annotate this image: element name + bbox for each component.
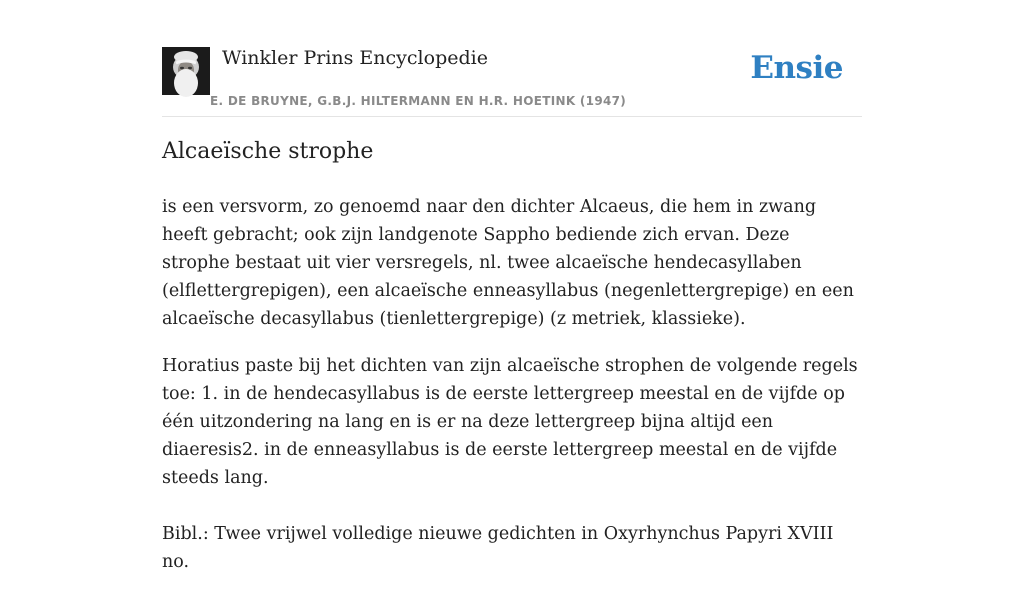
author-portrait-image [162, 47, 210, 95]
article-title: Alcaeïsche strophe [162, 139, 374, 164]
article-paragraph: is een versvorm, zo genoemd naar den dichter Alcaeus, die hem in zwang heeft gebracht; ook zijn landgenote Sappho bediende zich ervan. Deze strophe bestaat uit vier versregels, nl. twee alcaeïsche hendecasyllaben (elflettergrepigen), een alcaeïsche enneasyllabus (negenlettergrepige) en een alcaeïsche decasyllabus (tienlettergrepige) (z metriek, klassieke). [162, 197, 854, 329]
source-header [162, 0, 862, 117]
bibliography-paragraph: Bibl.: Twee vrijwel volledige nieuwe gedichten in Oxyrhynchus Papyri XVIII no. [162, 524, 834, 572]
page-container [162, 0, 862, 572]
brand-logo-link[interactable]: Ensie [750, 50, 843, 86]
source-title-link[interactable]: Winkler Prins Encyclopedie [222, 47, 488, 69]
article-paragraph: Horatius paste bij het dichten van zijn alcaeïsche strophen de volgende regels toe: 1. in de hendecasyllabus is de eerste lettergreep meestal en de vijfde op één uitzondering na lang en is er na deze lettergreep bijna altijd een diaeresis2. in de enneasyllabus is de eerste lettergreep meestal en de vijfde steeds lang. [162, 356, 858, 488]
source-authors: E. DE BRUYNE, G.B.J. HILTERMANN EN H.R. HOETINK (1947) [210, 94, 627, 108]
article-body [162, 193, 862, 595]
author-avatar[interactable] [162, 47, 210, 95]
